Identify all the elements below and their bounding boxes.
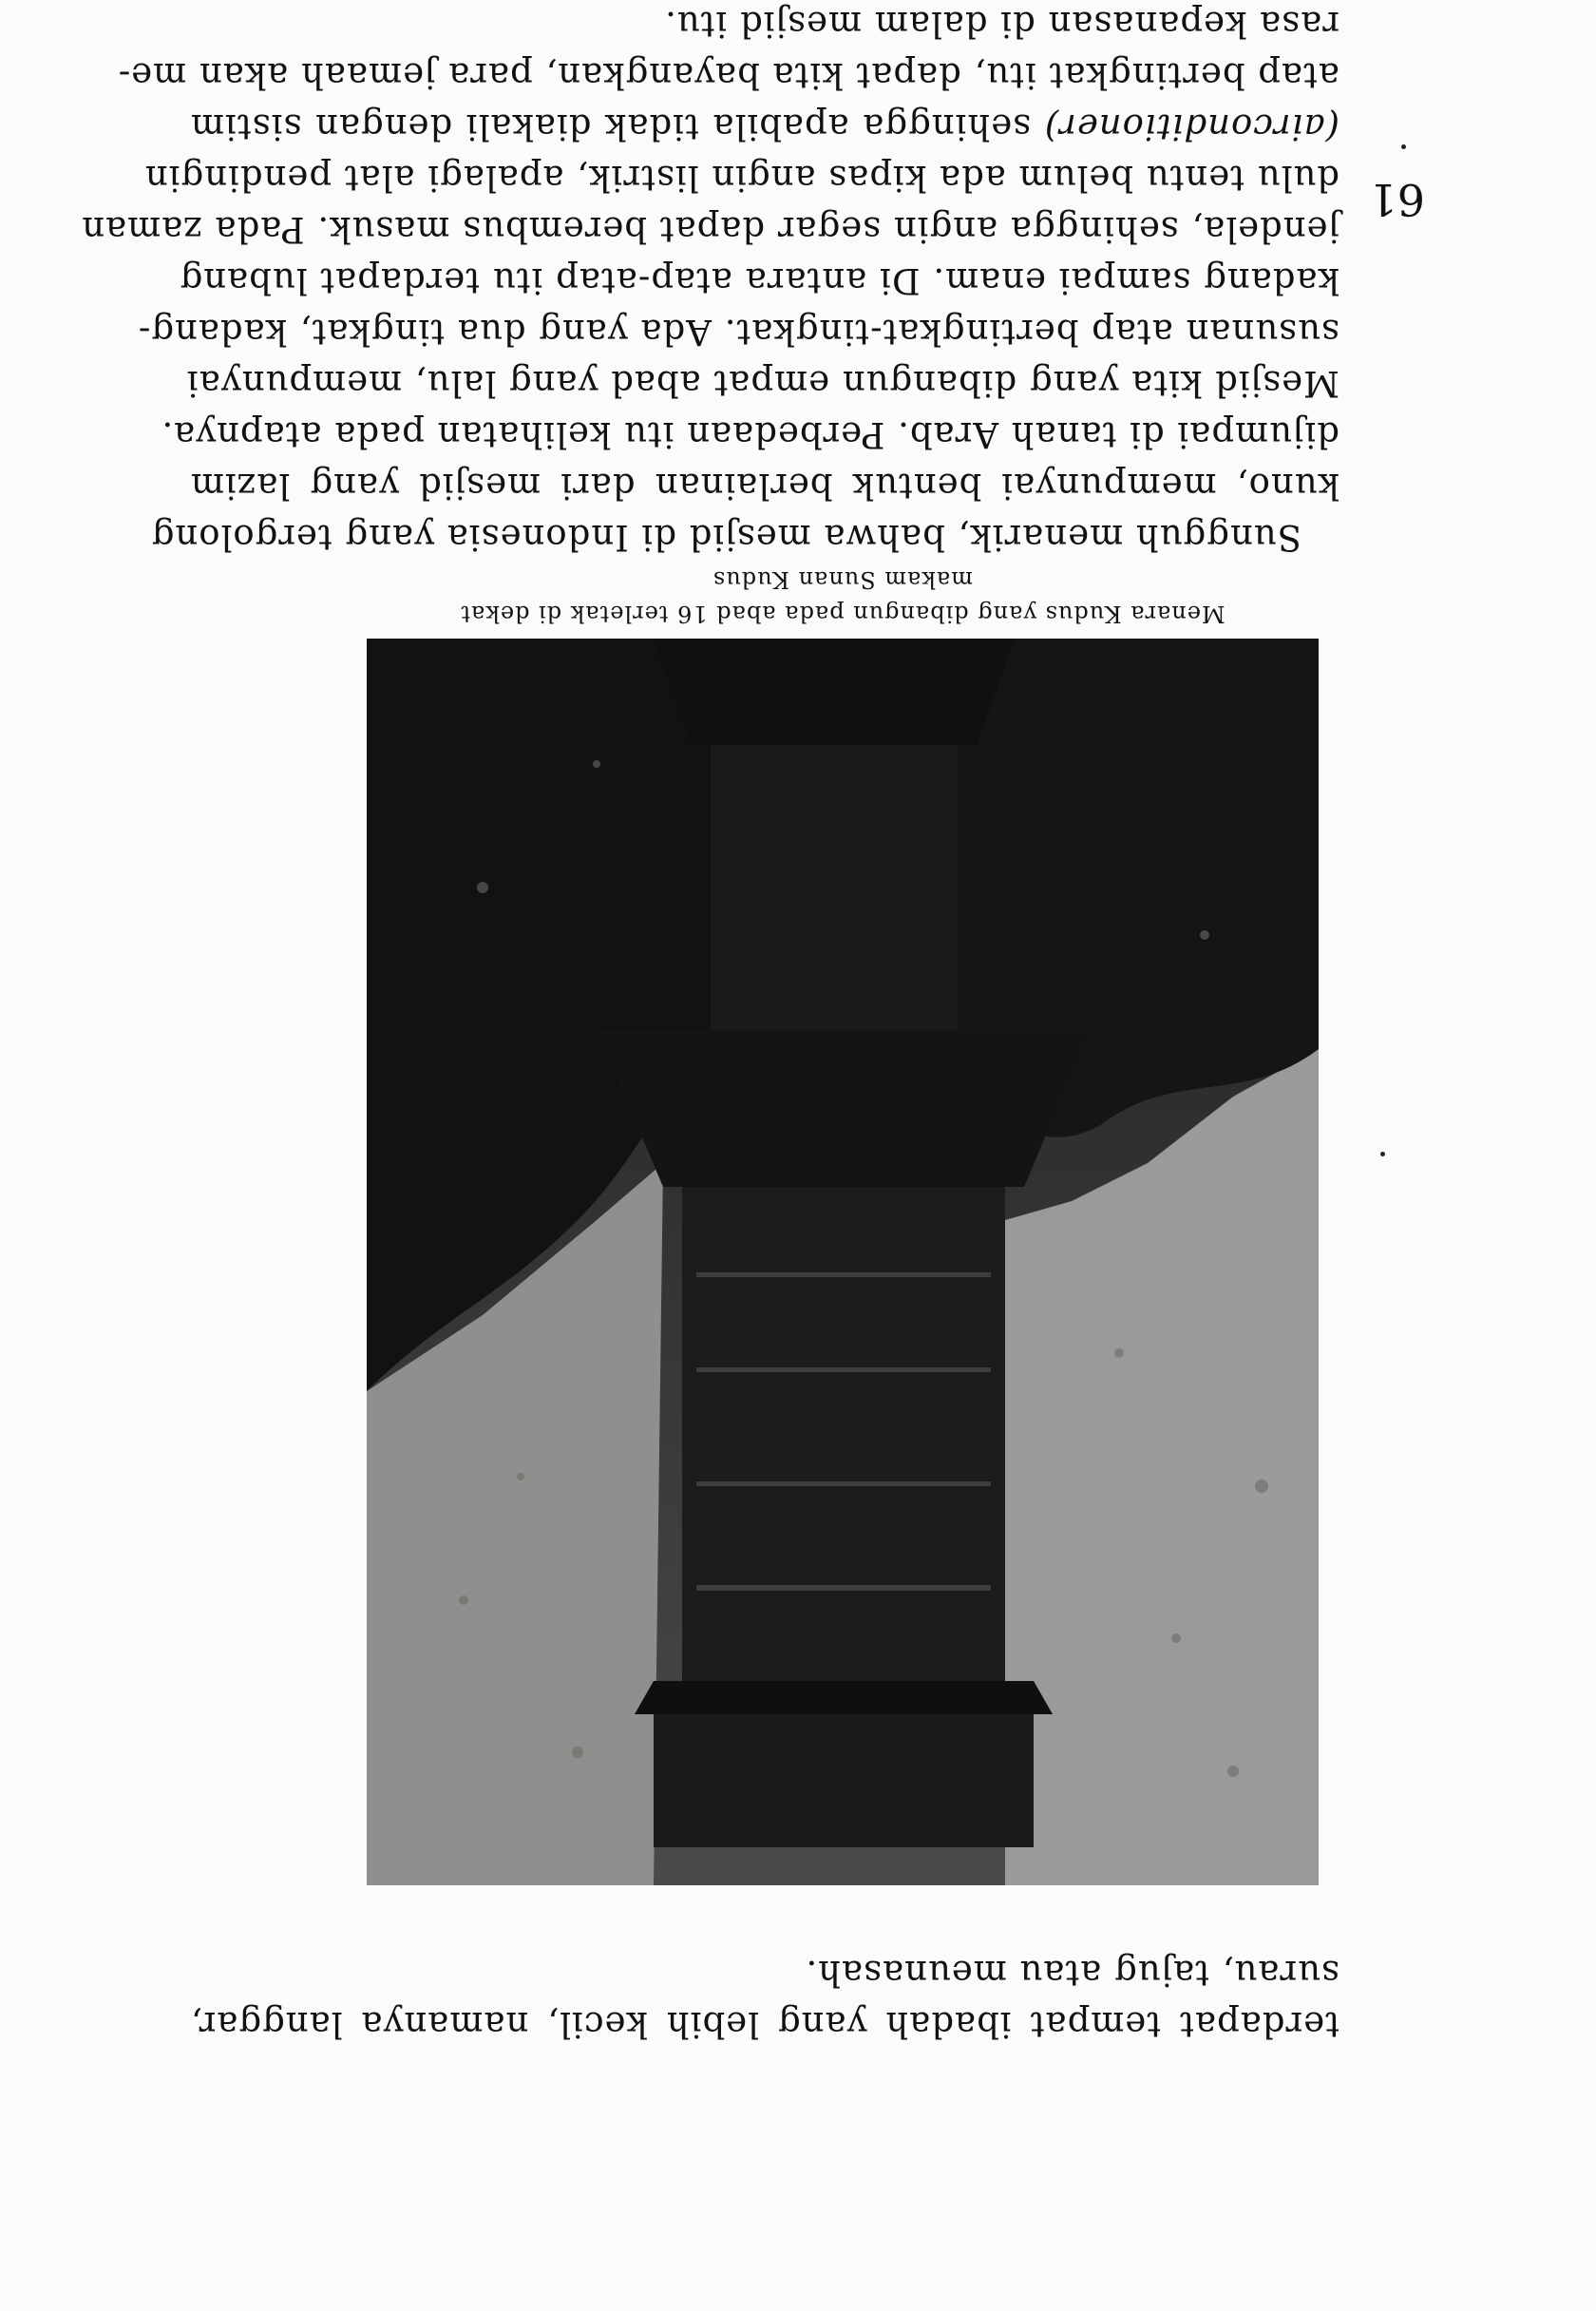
scan-speck bbox=[1401, 144, 1406, 149]
text-line: terdapat tempat ibadah yang lebih kecil, namanya langgar, bbox=[190, 2004, 1340, 2045]
scan-speck bbox=[1380, 1152, 1385, 1156]
italic-term: (airconditioner) bbox=[1043, 106, 1340, 147]
top-paragraph bbox=[190, 1947, 1340, 2050]
text-line: dulu tentu belum ada kipas angin listrik, apalagi alat pendingin bbox=[143, 158, 1340, 199]
menara-kudus-illustration bbox=[367, 639, 1319, 1885]
main-paragraph bbox=[81, 0, 1340, 563]
text-line bbox=[190, 101, 1340, 152]
text-line: atap bertingkat itu, dapat kita bayangkan, para jemaah akan me- bbox=[117, 55, 1340, 96]
photo-caption bbox=[367, 563, 1319, 631]
text-line: Mesjid kita yang dibangun empat abad yang lalu, mempunyai bbox=[185, 363, 1340, 404]
text-line: susunan atap bertingkat-tingkat. Ada yang dua tingkat, kadang- bbox=[137, 312, 1340, 353]
text-line: rasa kepanasan di dalam mesjid itu. bbox=[664, 4, 1340, 45]
line-remainder: sehingga apabila tidak diakali dengan sistim bbox=[190, 106, 1044, 147]
text-line: jendela, sehingga angin segar dapat berembus masuk. Pada zaman bbox=[81, 209, 1340, 250]
menara-kudus-photo bbox=[367, 639, 1319, 1885]
caption-line: makam Sunan Kudus bbox=[712, 566, 974, 593]
text-line: kadang sampai enam. Di antara atap-atap itu terdapat lubang bbox=[179, 260, 1340, 301]
text-line: dijumpai di tanah Arab. Perbedaan itu kelihatan pada atapnya. bbox=[161, 414, 1340, 455]
text-line: Sungguh menarik, bahwa mesjid di Indonesia yang tergolong bbox=[150, 517, 1302, 558]
text-line: kuno, mempunyai bentuk berlainan dari mesjid yang lazim bbox=[190, 466, 1340, 506]
text-line: surau, tajug atau meunasah. bbox=[805, 1953, 1340, 1994]
page-number: 61 bbox=[1369, 174, 1425, 225]
caption-line: Menara Kudus yang dibangun pada abad 16 terletak di dekat bbox=[460, 601, 1226, 627]
